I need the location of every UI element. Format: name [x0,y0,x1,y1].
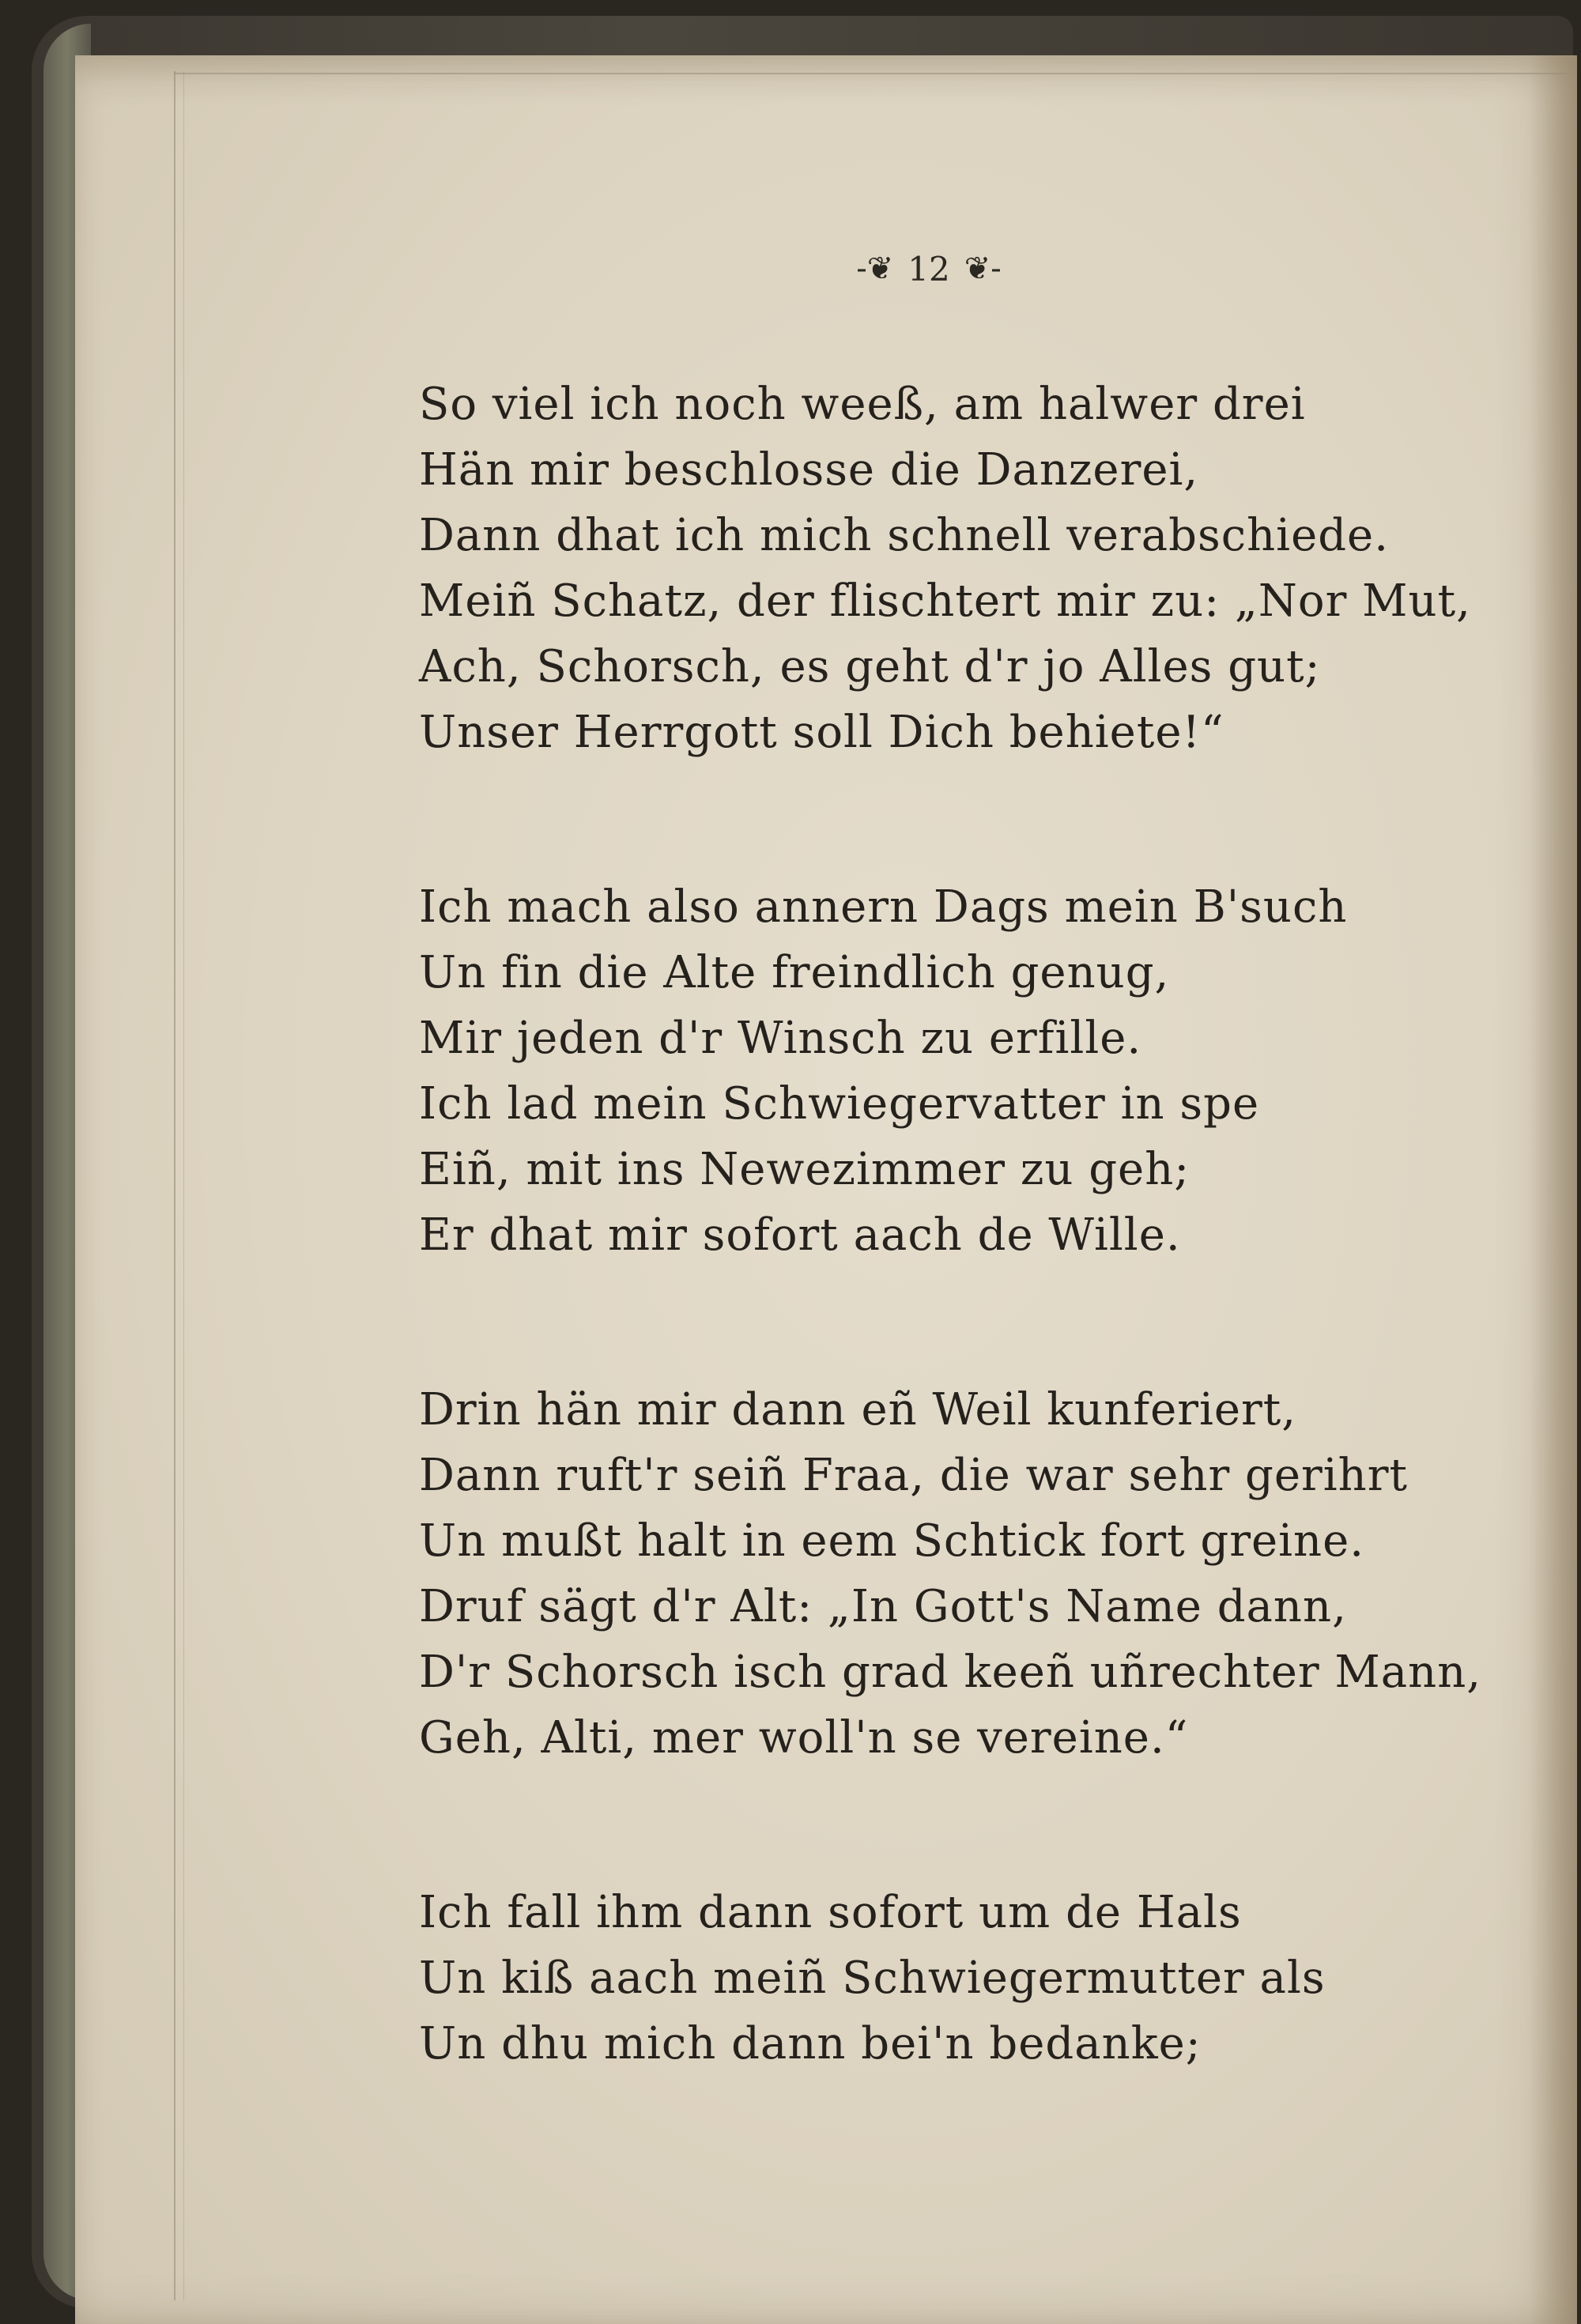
page-number: 12 [907,249,950,289]
verse-line: Unser Herrgott soll Dich behiete!“ [419,707,1224,758]
verse-line: Geh, Alti, mer woll'n se vereine.“ [419,1712,1189,1764]
poem [419,372,1526,2186]
verse-line: Ich fall ihm dann sofort um de Hals [419,1887,1242,1938]
stanza-3 [419,1377,1526,1771]
stanza-2 [419,874,1526,1268]
verse-line: Un kiß aach meiñ Schwiegermutter als [419,1952,1326,2004]
verse-line: Eiñ, mit ins Newezimmer zu geh; [419,1144,1190,1195]
verse-line: Un fin die Alte freindlich genug, [419,947,1170,998]
verse-line: Un mußt halt in eem Schtick fort greine. [419,1515,1365,1567]
verse-line: So viel ich noch weeß, am halwer drei [419,379,1306,430]
stanza-4 [419,1880,1526,2077]
verse-line: D'r Schorsch isch grad keeñ uñrechter Mann, [419,1647,1482,1698]
verse-line: Druf sägt d'r Alt: „In Gott's Name dann, [419,1581,1347,1632]
verse-line: Dann dhat ich mich schnell verabschiede. [419,510,1389,561]
ornament-right-icon: ❦- [964,251,1002,287]
verse-line: Mir jeden d'r Winsch zu erfille. [419,1013,1142,1064]
verse-line: Er dhat mir sofort aach de Wille. [419,1209,1181,1261]
verse-line: Meiñ Schatz, der flischtert mir zu: „Nor Mut, [419,575,1471,627]
verse-line: Dann ruft'r seiñ Fraa, die war sehr gerihrt [419,1450,1409,1501]
verse-line: Un dhu mich dann bei'n bedanke; [419,2018,1202,2069]
page-rule-vertical-inner [183,71,184,2300]
verse-line: Ich mach also annern Dags mein B'such [419,881,1348,933]
verse-line: Ich lad mein Schwiegervatter in spe [419,1078,1260,1130]
page-shadow [1530,55,1577,2324]
verse-line: Drin hän mir dann eñ Weil kunferiert, [419,1384,1297,1436]
stanza-1 [419,372,1526,765]
verse-line: Hän mir beschlosse die Danzerei, [419,444,1199,496]
page-rule-vertical [174,71,175,2300]
verse-line: Ach, Schorsch, es geht d'r jo Alles gut; [419,641,1321,692]
ornament-left-icon: -❦ [856,251,894,287]
page-rule-horizontal [174,73,1565,74]
page-header [810,245,1047,292]
